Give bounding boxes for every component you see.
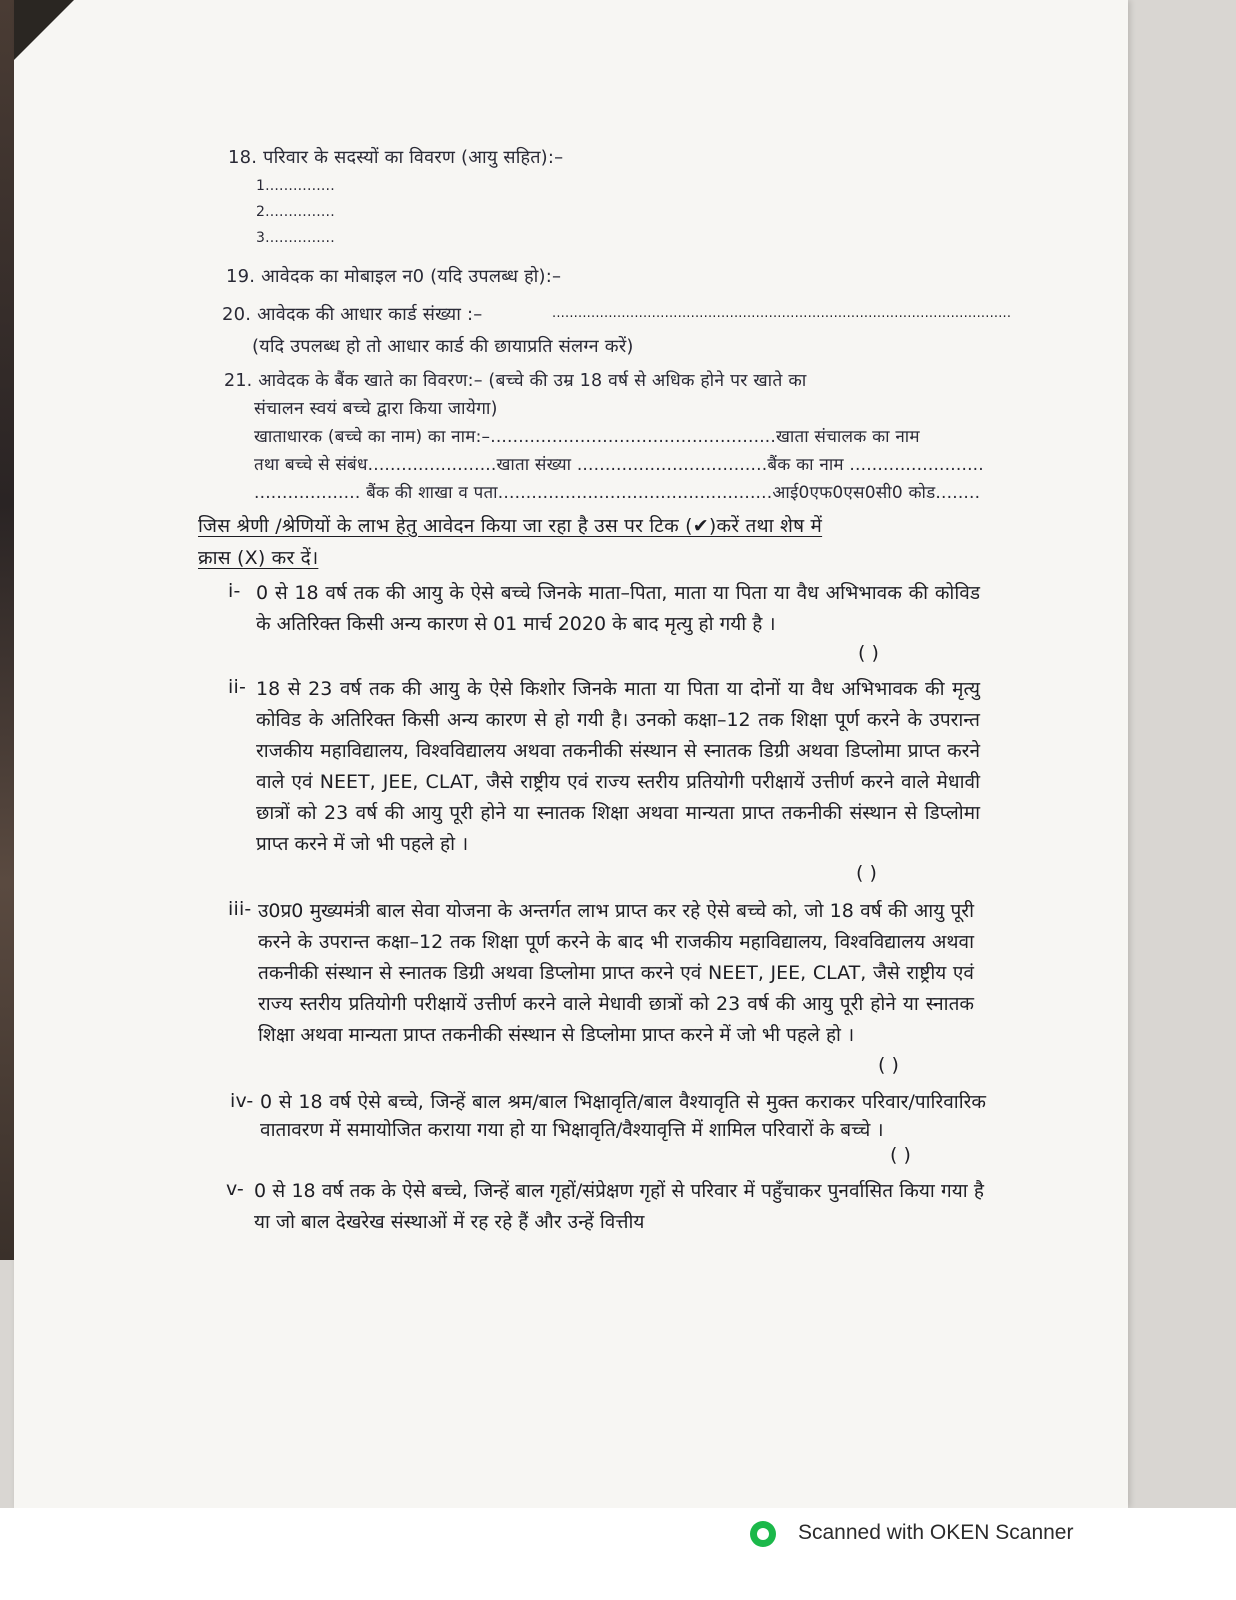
- scanner-watermark: Scanned with OKEN Scanner: [798, 1521, 1074, 1544]
- category-2-text: 18 से 23 वर्ष तक की आयु के ऐसे किशोर जिनके माता या पिता या दोनों या वैध अभिभावक की मृत्यु कोविड के अतिरिक्त किसी अन्य कारण से हो गयी है। उनको कक्षा–12 तक शिक्षा पूर्ण करने के उपरान्त राजकीय महाविद्यालय, विश्वविद्यालय अथवा तकनीकी संस्थान से स्नातक डिग्री अथवा डिप्लोमा प्राप्त करने वाले एवं NEET, JEE, CLAT, जैसे राष्ट्रीय एवं राज्य स्तरीय प्रतियोगी परीक्षायें उत्तीर्ण करने वाले मेधावी छात्रों को 23 वर्ष की आयु पूरी होने या स्नातक शिक्षा अथवा मान्यता प्राप्त तकनीकी संस्थान से डिप्लोमा प्राप्त करने में जो भी पहले हो ।: [256, 678, 980, 855]
- category-5-text: 0 से 18 वर्ष तक के ऐसे बच्चे, जिन्हें बाल गृहों/संप्रेक्षण गृहों से परिवार में पहुँचाकर पुनर्वासित किया गया है या जो बाल देखरेख संस्थाओं में रह रहे हैं और उन्हें वित्तीय: [254, 1180, 984, 1233]
- category-3-checkbox[interactable]: ( ): [878, 1054, 899, 1076]
- category-4-text: 0 से 18 वर्ष ऐसे बच्चे, जिन्हें बाल श्रम/बाल भिक्षावृति/बाल वैश्यावृति से मुक्त कराकर परिवार/पारिवारिक वातावरण में समायोजित कराया गया हो या भिक्षावृति/वैश्यावृत्ति में शामिल परिवारों के बच्चे ।: [260, 1091, 986, 1141]
- account-holder-line: खाताधारक (बच्चे का नाम) का नाम:–...................................................खाता संचालक का नाम: [254, 427, 920, 447]
- instruction-line-2: क्रास (X) कर दें।: [198, 547, 319, 569]
- family-member-1: 1...............: [256, 178, 335, 194]
- family-member-3: 3...............: [256, 230, 335, 246]
- instruction-line-1: जिस श्रेणी /श्रेणियों के लाभ हेतु आवेदन किया जा रहा है उस पर टिक (✔)करें तथा शेष में: [198, 515, 823, 537]
- aadhaar-dotted-line: ..........................................................................................................: [552, 306, 1012, 321]
- category-4-number: iv-: [230, 1090, 254, 1112]
- oken-logo-icon: [750, 1521, 776, 1547]
- category-1-checkbox[interactable]: ( ): [858, 642, 879, 664]
- bank-details-line-2: संचालन स्वयं बच्चे द्वारा किया जायेगा): [254, 399, 498, 419]
- category-4-checkbox[interactable]: ( ): [890, 1144, 911, 1166]
- bank-details-line-1: 21. आवेदक के बैंक खाते का विवरण:– (बच्चे की उम्र 18 वर्ष से अधिक होने पर खाते का: [224, 371, 807, 391]
- category-1-number: i-: [228, 580, 241, 602]
- category-5-number: v-: [226, 1178, 244, 1200]
- family-member-2: 2...............: [256, 204, 335, 220]
- category-3-number: iii-: [228, 898, 252, 920]
- category-3-text: उ0प्र0 मुख्यमंत्री बाल सेवा योजना के अन्तर्गत लाभ प्राप्त कर रहे ऐसे बच्चे को, जो 18 वर्ष की आयु पूरी करने के उपरान्त कक्षा–12 तक शिक्षा पूर्ण करने के बाद भी राजकीय महाविद्यालय, विश्वविद्यालय अथवा तकनीकी संस्थान से स्नातक डिग्री अथवा डिप्लोमा प्राप्त करने एवं NEET, JEE, CLAT, जैसे राष्ट्रीय एवं राज्य स्तरीय प्रतियोगी परीक्षायें उत्तीर्ण करने वाले मेधावी छात्रों को 23 वर्ष की आयु पूरी होने या स्नातक शिक्षा अथवा मान्यता प्राप्त तकनीकी संस्थान से डिप्लोमा प्राप्त करने में जो भी पहले हो ।: [258, 900, 974, 1046]
- aadhaar-note: (यदि उपलब्ध हो तो आधार कार्ड की छायाप्रति संलग्न करें): [252, 336, 634, 357]
- aadhaar-label: 20. आवेदक की आधार कार्ड संख्या :–: [222, 304, 483, 325]
- bank-branch-line: ................... बैंक की शाखा व पता.................................................आई0एफ0एस0सी0 कोड........: [254, 483, 981, 503]
- scan-background-edge: [0, 0, 14, 1260]
- category-1-text: 0 से 18 वर्ष तक की आयु के ऐसे बच्चे जिनके माता–पिता, माता या पिता या वैध अभिभावक की कोविड के अतिरिक्त किसी अन्य कारण से 01 मार्च 2020 के बाद मृत्यु हो गयी है ।: [256, 582, 980, 635]
- mobile-number-label: 19. आवेदक का मोबाइल न0 (यदि उपलब्ध हो):–: [226, 266, 562, 287]
- account-number-line: तथा बच्चे से संबंध.......................खाता संख्या ..................................बैंक का नाम ........................: [254, 455, 984, 475]
- category-2-checkbox[interactable]: ( ): [856, 862, 877, 884]
- family-details-label: 18. परिवार के सदस्यों का विवरण (आयु सहित):–: [228, 147, 564, 168]
- folded-corner: [14, 0, 74, 60]
- category-2-number: ii-: [228, 676, 247, 698]
